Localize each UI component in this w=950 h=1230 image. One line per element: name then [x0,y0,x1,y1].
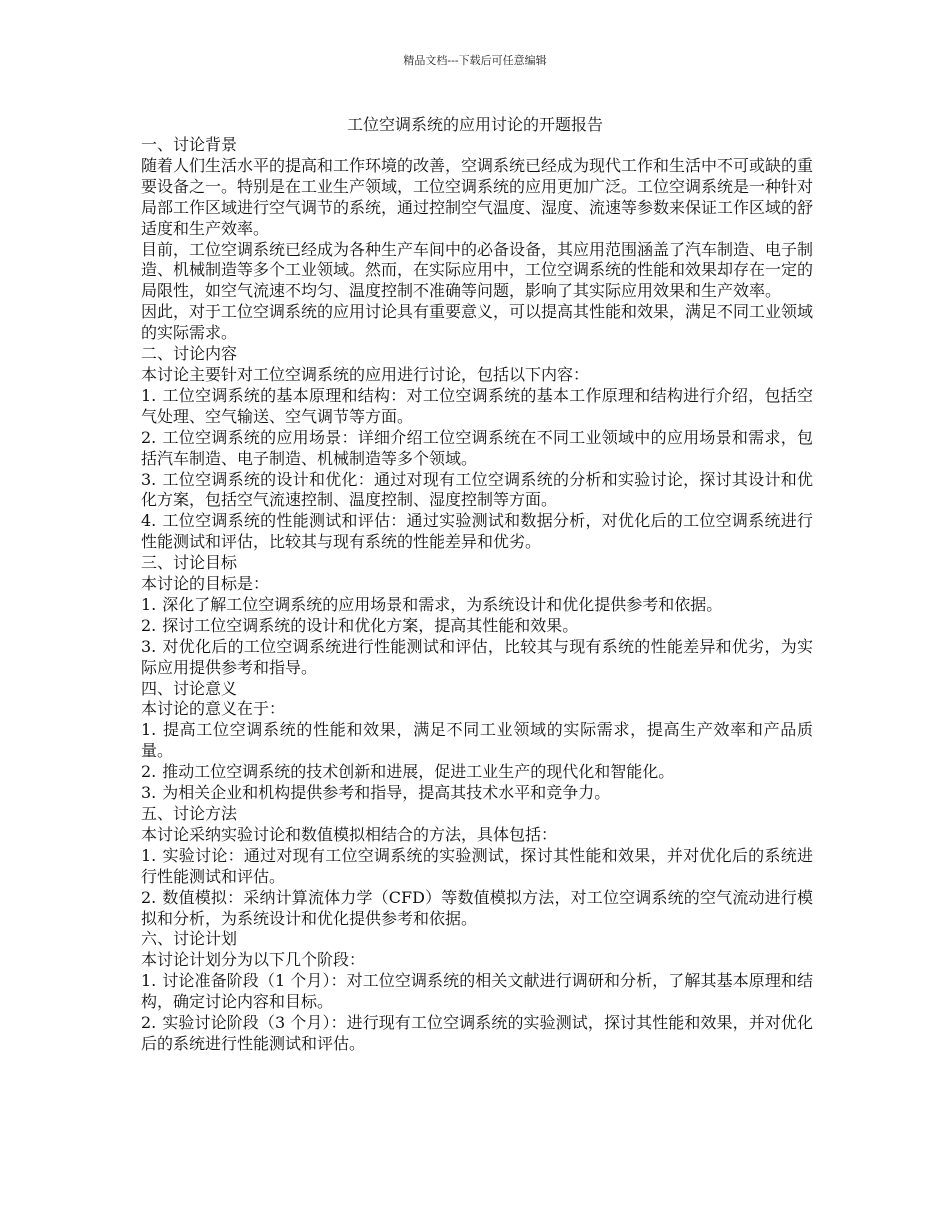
list-text: 工位空调系统的基本原理和结构：对工位空调系统的基本工作原理和结构进行介绍，包括空气处理、空气输送、空气调节等方面。 [141,385,813,426]
section-intro: 本讨论的意义在于： [141,699,286,719]
section-goals [141,553,813,678]
section-heading: 三、讨论目标 [141,553,238,573]
list-text: 深化了解工位空调系统的应用场景和需求，为系统设计和优化提供参考和依据。 [162,594,723,614]
list-number: 3. [141,783,157,803]
list-item [141,511,813,553]
section-intro: 本讨论的目标是： [141,574,270,594]
section-plan [141,929,813,1054]
list-number: 1. [141,594,157,614]
section-significance [141,679,813,804]
page-header: 精品文档---下载后可任意编辑 [403,54,547,67]
section-heading: 一、讨论背景 [141,135,238,154]
list-item [141,783,813,804]
list-number: 2. [141,427,157,447]
list-text: 推动工位空调系统的技术创新和进展，促进工业生产的现代化和智能化。 [162,762,675,782]
list-item [141,470,813,512]
section-heading: 六、讨论计划 [141,929,238,949]
list-text: 数值模拟：采纳计算流体力学（CFD）等数值模拟方法，对工位空调系统的空气流动进行模拟和分析，为系统设计和优化提供参考和依据。 [141,887,813,928]
list-number: 2. [141,1013,157,1033]
list-number: 2. [141,887,157,907]
paragraph: 目前，工位空调系统已经成为各种生产车间中的必备设备，其应用范围涵盖了汽车制造、电子制造、机械制造等多个工业领域。然而，在实际应用中，工位空调系统的性能和效果却存在一定的局限性，如空气流速不均匀、温度控制不准确等问题，影响了其实际应用效果和生产效率。 [141,239,814,301]
list-text: 为相关企业和机构提供参考和指导，提高其技术水平和竞争力。 [162,783,611,803]
section-heading: 二、讨论内容 [141,344,238,364]
list-text: 对优化后的工位空调系统进行性能测试和评估，比较其与现有系统的性能差异和优劣，为实际应用提供参考和指导。 [141,636,813,677]
list-item [141,428,813,470]
list-item [141,616,813,637]
list-number: 3. [141,636,157,656]
list-item [141,386,813,428]
list-number: 1. [141,845,157,865]
list-number: 3. [141,469,157,489]
section-background [141,135,813,344]
list-number: 2. [141,762,157,782]
document-title: 工位空调系统的应用讨论的开题报告 [346,115,603,134]
section-intro: 本讨论主要针对工位空调系统的应用进行讨论，包括以下内容： [141,364,590,384]
list-number: 1. [141,971,157,991]
list-item [141,888,813,930]
section-methods [141,804,813,929]
paragraph: 随着人们生活水平的提高和工作环境的改善，空调系统已经成为现代工作和生活中不可或缺的重要设备之一。特别是在工业生产领域，工位空调系统的应用更加广泛。工位空调系统是一种针对局部工作区域进行空气调节的系统，通过控制空气温度、湿度、流速等参数来保证工作区域的舒适度和生产效率。 [141,155,814,238]
list-item [141,971,813,1013]
list-text: 工位空调系统的设计和优化：通过对现有工位空调系统的分析和实验讨论，探讨其设计和优化方案，包括空气流速控制、温度控制、湿度控制等方面。 [141,469,813,510]
list-text: 实验讨论阶段（3 个月）：进行现有工位空调系统的实验测试，探讨其性能和效果，并对优化后的系统进行性能测试和评估。 [141,1013,813,1053]
section-heading: 五、讨论方法 [141,804,238,823]
list-item [141,1013,813,1055]
list-number: 1. [141,385,157,405]
list-text: 实验讨论：通过对现有工位空调系统的实验测试，探讨其性能和效果，并对优化后的系统进行性能测试和评估。 [141,845,813,886]
list-number: 1. [141,720,157,740]
paragraph: 因此，对于工位空调系统的应用讨论具有重要意义，可以提高其性能和效果，满足不同工业领域的实际需求。 [141,302,814,343]
list-item [141,846,813,888]
list-item [141,762,813,783]
list-number: 4. [141,511,157,531]
list-text: 工位空调系统的性能测试和评估：通过实验测试和数据分析，对优化后的工位空调系统进行性能测试和评估，比较其与现有系统的性能差异和优劣。 [141,511,813,552]
section-heading: 四、讨论意义 [141,678,238,698]
section-intro: 本讨论计划分为以下几个阶段： [141,950,366,970]
list-text: 工位空调系统的应用场景：详细介绍工位空调系统在不同工业领域中的应用场景和需求，包括汽车制造、电子制造、机械制造等多个领域。 [141,427,813,468]
list-text: 提高工位空调系统的性能和效果，满足不同工业领域的实际需求，提高生产效率和产品质量。 [141,720,813,761]
list-item [141,595,813,616]
list-item [141,720,813,762]
list-item [141,637,813,679]
section-content [141,344,813,553]
list-text: 讨论准备阶段（1 个月）：对工位空调系统的相关文献进行调研和分析，了解其基本原理和结构，确定讨论内容和目标。 [141,971,813,1012]
list-text: 探讨工位空调系统的设计和优化方案，提高其性能和效果。 [162,615,579,635]
section-intro: 本讨论采纳实验讨论和数值模拟相结合的方法，具体包括： [141,824,558,844]
document-body [141,135,813,1055]
list-number: 2. [141,615,157,635]
